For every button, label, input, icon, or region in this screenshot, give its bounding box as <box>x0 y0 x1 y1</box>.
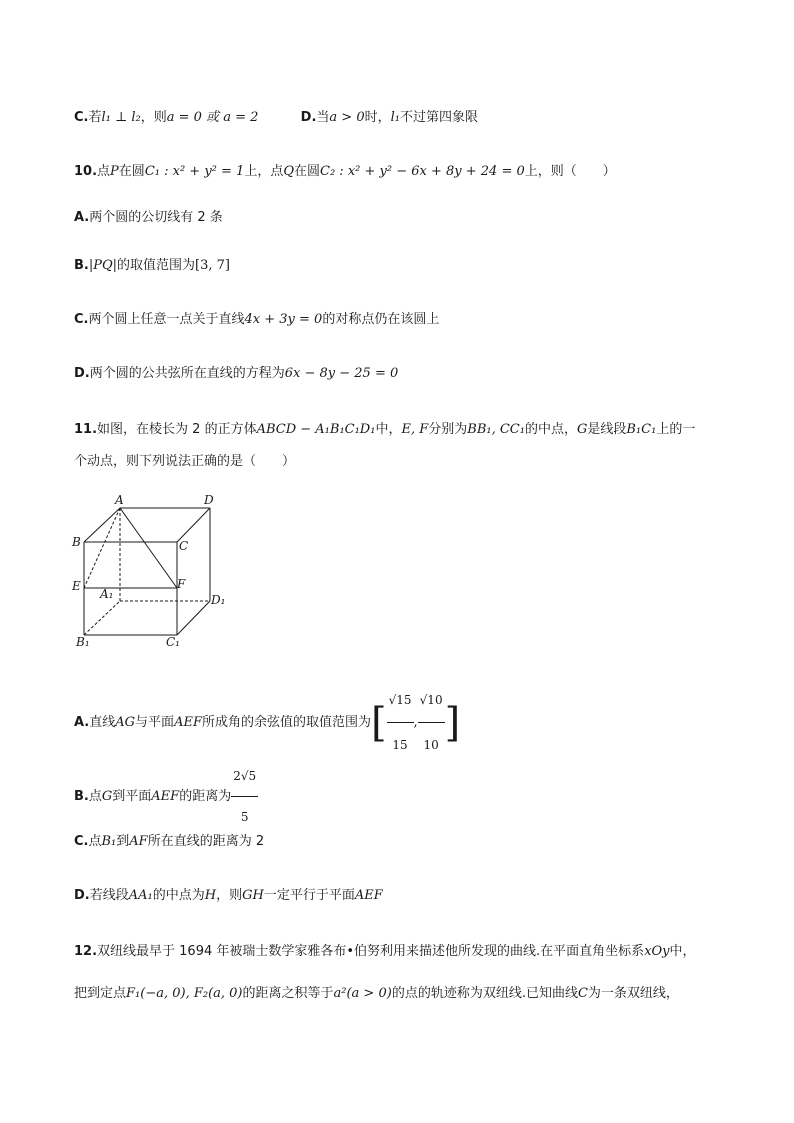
q10-option-c <box>74 310 439 330</box>
q11-stem-a: 如图，在棱长为 2 的正方体 <box>97 422 257 437</box>
q11-option-b-label: B. <box>74 789 89 804</box>
q10-point-q: Q <box>283 164 294 179</box>
q11-option-a: A.直线AG与平面AEF所成角的余弦值的取值范围为[ $\frac{√15}{15}$ , $\frac{√10}{10}$ ] <box>74 678 460 767</box>
q11-stem-e: 是线段 <box>587 422 627 437</box>
q11-option-c-b1: B₁ <box>101 834 117 849</box>
q10-option-d-label: D. <box>74 366 90 381</box>
q12-line2-b: 的距离之积等于 <box>242 986 334 1001</box>
q9-option-c-condition: l₁ ⊥ l₂ <box>101 110 141 125</box>
q9-option-d-text-c: 不过第四象限 <box>399 110 478 125</box>
q11-option-b-text-b: 到平面 <box>112 789 152 804</box>
q10-option-b-range: [3, 7] <box>195 258 230 273</box>
right-bracket: ] <box>444 699 461 746</box>
q11-option-d <box>74 886 383 906</box>
q12-line1-b: 中， <box>669 944 696 959</box>
q10-point-p: P <box>110 164 119 179</box>
q10-stem-a: 点 <box>97 164 111 179</box>
edge-cd <box>177 508 210 542</box>
q10-stem-e: 上，则（ ） <box>524 164 616 179</box>
q11-option-c <box>74 832 264 852</box>
edge-b1a1 <box>84 601 120 635</box>
q10-stem-d: 在圆 <box>294 164 321 179</box>
edge-ba <box>84 508 120 542</box>
q11-option-b-text-a: 点 <box>88 789 102 804</box>
q12-line1-a: 双纽线最早于 1694 年被瑞士数学家雅各布•伯努利用来描述他所发现的曲线.在平面直角坐标系 <box>97 944 645 959</box>
q11-option-a-text-a: 直线 <box>89 715 116 730</box>
q9-option-c-label: C. <box>74 110 89 125</box>
q11-stem-f: 上的一 <box>656 422 696 437</box>
q11-stem-c: 分别为 <box>428 422 468 437</box>
q9-option-d-text-b: 时， <box>364 110 391 125</box>
q10-circle-c2: C₂ : x² + y² − 6x + 8y + 24 = 0 <box>320 164 525 179</box>
q11-option-d-text-d: 一定平行于平面 <box>263 888 355 903</box>
q10-option-d <box>74 364 398 384</box>
q12-curve-c: C <box>577 986 588 1001</box>
q10-option-b-text: 的取值范围为 <box>117 258 196 273</box>
q12-line2-a: 把到定点 <box>74 986 127 1001</box>
q12-number: 12. <box>74 944 98 959</box>
q11-edges: BB₁, CC₁ <box>467 422 525 437</box>
edge-c1d1 <box>177 601 210 635</box>
q10-option-a-text: 两个圆的公切线有 2 条 <box>89 210 223 225</box>
q10-option-d-eq: 6x − 8y − 25 = 0 <box>284 366 399 381</box>
q11-cube-name: ABCD − A₁B₁C₁D₁ <box>256 422 376 437</box>
q12-xoy: xOy <box>644 944 670 959</box>
q11-option-c-label: C. <box>74 834 89 849</box>
label-a: A <box>115 493 124 507</box>
q12-a-squared: a²(a > 0) <box>333 986 392 1001</box>
fraction-num: √15 <box>387 678 414 723</box>
q10-option-c-text-a: 两个圆上任意一点关于直线 <box>88 312 245 327</box>
q10-stem-c: 上，点 <box>244 164 284 179</box>
q10-option-a-label: A. <box>74 210 90 225</box>
q12-line2-d: 为一条双纽线， <box>587 986 679 1001</box>
q11-option-c-text-a: 点 <box>88 834 102 849</box>
q10-option-c-text-b: 的对称点仍在该圆上 <box>322 312 440 327</box>
fraction-2sqrt5-5 <box>231 756 258 837</box>
q12-line2-c: 的点的轨迹称为双纽线.已知曲线 <box>391 986 578 1001</box>
q9-option-d-condition: a > 0 <box>329 110 365 125</box>
q11-option-b-aef: AEF <box>151 789 180 804</box>
label-e: E <box>72 579 81 593</box>
q11-option-c-text-c: 所在直线的距离为 2 <box>147 834 265 849</box>
q11-point-g: G <box>576 422 588 437</box>
q11-option-a-label: A. <box>74 715 90 730</box>
q11-option-d-aef: AEF <box>354 888 383 903</box>
q9-option-c-text-b: ，则 <box>140 110 167 125</box>
q11-option-c-text-b: 到 <box>116 834 130 849</box>
q11-option-a-text-b: 与平面 <box>135 715 175 730</box>
fraction-sqrt10-10 <box>418 678 445 767</box>
q11-option-b <box>74 756 258 837</box>
q10-stem <box>74 162 616 182</box>
label-f: F <box>177 577 186 591</box>
label-c1: C₁ <box>166 635 180 649</box>
q10-circle-c1: C₁ : x² + y² = 1 <box>144 164 245 179</box>
cube-figure <box>70 492 240 652</box>
q11-stem-d: 的中点， <box>524 422 577 437</box>
q12-line1 <box>74 942 696 962</box>
q9-option-d-line: l₁ <box>390 110 400 125</box>
q11-option-b-text-c: 的距离为 <box>179 789 232 804</box>
label-c: C <box>179 539 189 553</box>
left-bracket: [ <box>370 699 387 746</box>
q11-option-d-text-a: 若线段 <box>89 888 129 903</box>
q11-option-d-label: D. <box>74 888 90 903</box>
q9-options-line <box>74 108 478 128</box>
fraction-den: 15 <box>392 738 408 752</box>
q10-option-a <box>74 208 223 228</box>
fraction-den: 10 <box>423 738 439 752</box>
q10-option-d-text-a: 两个圆的公共弦所在直线的方程为 <box>89 366 285 381</box>
q11-stem-line2 <box>74 452 295 472</box>
label-b1: B₁ <box>76 635 90 649</box>
q10-number: 10. <box>74 164 98 179</box>
segment-af <box>120 508 177 588</box>
q11-option-a-aef: AEF <box>174 715 202 730</box>
label-a1: A₁ <box>100 587 114 601</box>
fraction-num: 2√5 <box>231 756 258 797</box>
q11-option-d-h: H <box>204 888 217 903</box>
label-d: D <box>204 493 214 507</box>
q10-option-b-label: B. <box>74 258 89 273</box>
q10-option-b-expr: |PQ| <box>88 258 118 273</box>
q10-option-c-eq: 4x + 3y = 0 <box>244 312 323 327</box>
fraction-den: 5 <box>240 810 249 824</box>
q11-stem-b: 中， <box>375 422 402 437</box>
q11-option-a-text-c: 所成角的余弦值的取值范围为 <box>201 715 371 730</box>
q12-foci: F₁(−a, 0), F₂(a, 0) <box>126 986 243 1001</box>
q11-option-d-text-b: 的中点为 <box>152 888 205 903</box>
q11-option-d-gh: GH <box>242 888 264 903</box>
q11-option-a-ag: AG <box>115 715 136 730</box>
q11-stem-line1 <box>74 420 695 440</box>
q11-option-b-g: G <box>101 789 113 804</box>
q9-option-c-answer: a = 0 或 a = 2 <box>166 110 259 125</box>
q11-stem-g: 个动点，则下列说法正确的是（ ） <box>74 454 296 469</box>
q11-points-ef: E, F <box>401 422 429 437</box>
label-b: B <box>72 535 81 549</box>
q9-option-d-label: D. <box>300 110 317 125</box>
fraction-num: √10 <box>418 678 445 723</box>
q12-line2 <box>74 984 679 1004</box>
q9-option-c-text-a: 若 <box>88 110 102 125</box>
q9-option-d-text-a: 当 <box>316 110 330 125</box>
q11-option-d-aa1: AA₁ <box>128 888 153 903</box>
q10-option-c-label: C. <box>74 312 89 327</box>
fraction-sqrt15-15 <box>387 678 414 767</box>
q11-option-c-af: AF <box>129 834 148 849</box>
q11-option-d-text-c: ，则 <box>216 888 243 903</box>
segment-ae <box>84 508 120 588</box>
label-d1: D₁ <box>211 593 226 607</box>
q10-option-b <box>74 256 230 276</box>
q11-segment: B₁C₁ <box>626 422 657 437</box>
q10-stem-b: 在圆 <box>118 164 145 179</box>
q11-number: 11. <box>74 422 98 437</box>
